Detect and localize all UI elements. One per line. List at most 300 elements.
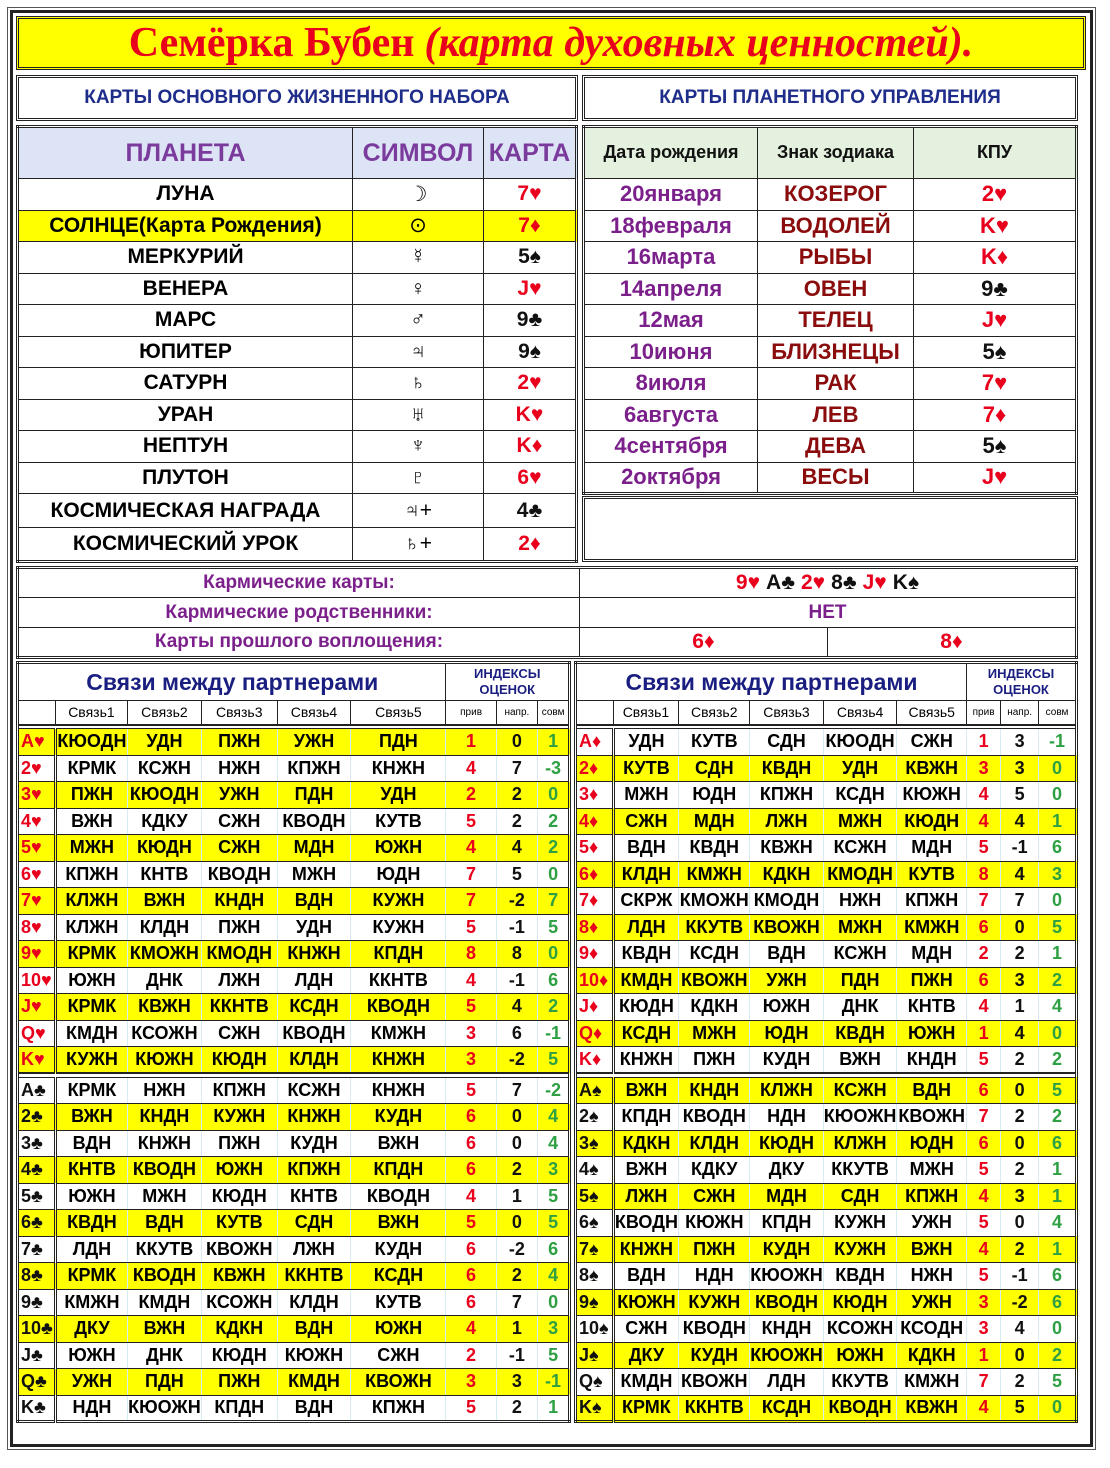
relation-row xyxy=(18,1395,570,1422)
index-attraction: 4 xyxy=(446,755,496,782)
relation-link: КЮОДН xyxy=(55,729,127,756)
relation-link: КУЖН xyxy=(351,914,446,941)
relation-row xyxy=(18,888,570,915)
index-tension: 0 xyxy=(1001,1210,1039,1237)
relation-link: КУТВ xyxy=(201,1210,277,1237)
relation-link: НДН xyxy=(679,1263,750,1290)
kpu-card: K♦ xyxy=(914,242,1077,274)
relation-link: КЮДН xyxy=(750,1130,824,1157)
index-attraction: 6 xyxy=(967,1077,1001,1104)
index-compatibility: 0 xyxy=(538,1289,570,1316)
relation-link: ПЖН xyxy=(201,1369,277,1396)
relation-link: КУДН xyxy=(351,1236,446,1263)
relation-row xyxy=(576,1104,1077,1131)
index-compatibility: 0 xyxy=(538,941,570,968)
kpu-card: J♥ xyxy=(914,462,1077,494)
relation-link: КРМК xyxy=(55,755,127,782)
index-compatibility: 4 xyxy=(1039,1210,1077,1237)
relation-link: СДН xyxy=(750,729,824,756)
relation-link: ЮЖН xyxy=(55,967,127,994)
index-attraction: 7 xyxy=(967,1104,1001,1131)
kpu-row xyxy=(584,462,1077,494)
relation-row xyxy=(576,1157,1077,1184)
planet-row xyxy=(18,242,577,274)
index-compatibility: -1 xyxy=(538,1020,570,1047)
relation-link: ВЖН xyxy=(897,1236,967,1263)
planet-card: 9♠ xyxy=(484,336,577,368)
index-attraction: 5 xyxy=(446,1395,496,1422)
index-attraction: 3 xyxy=(967,1316,1001,1343)
relation-card: J♥ xyxy=(18,994,56,1021)
relation-link: ККУТВ xyxy=(679,914,750,941)
relation-row xyxy=(18,1077,570,1104)
relation-link: СДН xyxy=(679,755,750,782)
relation-link: КМОДН xyxy=(201,941,277,968)
relation-card: 9♦ xyxy=(576,941,614,968)
relation-link: КСДН xyxy=(750,1395,824,1422)
relation-link: КЛДН xyxy=(613,861,679,888)
zodiac-sign: ДЕВА xyxy=(758,431,914,463)
section-header-planetary-rule: КАРТЫ ПЛАНЕТНОГО УПРАВЛЕНИЯ xyxy=(582,75,1078,121)
zodiac-sign: ВОДОЛЕЙ xyxy=(758,210,914,242)
relation-link: КДКУ xyxy=(127,808,201,835)
relation-row xyxy=(18,1104,570,1131)
relation-link: КНЖН xyxy=(613,1047,679,1074)
relation-link: МДН xyxy=(750,1183,824,1210)
index-tension: -1 xyxy=(496,967,538,994)
kpu-card: K♥ xyxy=(914,210,1077,242)
relation-card: J♦ xyxy=(576,994,614,1021)
relation-link: КСДН xyxy=(613,1020,679,1047)
relation-link: КВОДН xyxy=(679,1104,750,1131)
relation-row xyxy=(18,1020,570,1047)
relation-link: КЮОЖН xyxy=(127,1395,201,1422)
index-tension: 3 xyxy=(1001,755,1039,782)
index-attraction: 5 xyxy=(967,835,1001,862)
relation-link: УДН xyxy=(351,782,446,809)
index-compatibility: 6 xyxy=(538,967,570,994)
relation-link: КЮОДН xyxy=(127,782,201,809)
relation-link: ВЖН xyxy=(55,808,127,835)
relation-link: КВОЖН xyxy=(750,914,824,941)
relation-card: K♣ xyxy=(18,1395,56,1422)
relation-link: КУЖН xyxy=(823,1236,897,1263)
relation-row xyxy=(576,1369,1077,1396)
relation-card: 4♣ xyxy=(18,1157,56,1184)
birth-date: 8июля xyxy=(584,368,758,400)
index-compatibility: 0 xyxy=(538,782,570,809)
relation-link: КМЖН xyxy=(679,861,750,888)
relation-card: 5♠ xyxy=(576,1183,614,1210)
relation-link: КВОДН xyxy=(613,1210,679,1237)
relation-card: 10♣ xyxy=(18,1316,56,1343)
relation-link: КВОДН xyxy=(127,1263,201,1290)
planet-name: МАРС xyxy=(18,305,353,337)
relation-link: КПДН xyxy=(750,1210,824,1237)
past-life-card-1: 6♦ xyxy=(580,628,828,658)
relation-link: УЖН xyxy=(750,967,824,994)
relation-link: ЮЖН xyxy=(55,1342,127,1369)
relation-link: ВЖН xyxy=(351,1130,446,1157)
relation-link: КВЖН xyxy=(897,755,967,782)
index-compatibility: 0 xyxy=(1039,888,1077,915)
planet-symbol-icon: ♄ xyxy=(353,368,484,400)
relation-link: УЖН xyxy=(897,1289,967,1316)
relation-link: КСДН xyxy=(679,941,750,968)
index-attraction: 1 xyxy=(967,1020,1001,1047)
relation-link: КСОЖН xyxy=(201,1289,277,1316)
relation-row xyxy=(576,835,1077,862)
relation-card: 8♥ xyxy=(18,914,56,941)
relation-link: ПЖН xyxy=(897,967,967,994)
relation-link: ПЖН xyxy=(201,1130,277,1157)
planet-name: КОСМИЧЕСКИЙ УРОК xyxy=(18,528,353,562)
relation-link: ЮЖН xyxy=(351,1316,446,1343)
relation-card: Q♣ xyxy=(18,1369,56,1396)
relation-link: СДН xyxy=(277,1210,351,1237)
planet-row xyxy=(18,431,577,463)
relation-link: КЛЖН xyxy=(55,888,127,915)
index-attraction: 5 xyxy=(967,1047,1001,1074)
planet-row xyxy=(18,273,577,305)
relation-link: КВОЖН xyxy=(351,1369,446,1396)
relation-link: ДКУ xyxy=(55,1316,127,1343)
index-compatibility: 1 xyxy=(538,729,570,756)
relation-link: КНЖН xyxy=(613,1236,679,1263)
relation-link: ЮЖН xyxy=(823,1342,897,1369)
planet-row xyxy=(18,305,577,337)
relation-card: 7♥ xyxy=(18,888,56,915)
relation-link: КВОЖН xyxy=(201,1236,277,1263)
index-tension: -1 xyxy=(1001,1263,1039,1290)
relation-row xyxy=(18,729,570,756)
relation-link: КВДН xyxy=(750,755,824,782)
relation-card: Q♦ xyxy=(576,1020,614,1047)
planet-name: ВЕНЕРА xyxy=(18,273,353,305)
relation-link: КМДН xyxy=(127,1289,201,1316)
relation-link: КВДН xyxy=(823,1263,897,1290)
index-tension: 8 xyxy=(496,941,538,968)
relations-table-left xyxy=(16,661,571,1423)
relation-card: 2♣ xyxy=(18,1104,56,1131)
relation-link: ЮДН xyxy=(750,1020,824,1047)
kpu-row xyxy=(584,431,1077,463)
relation-link: КРМК xyxy=(55,994,127,1021)
relation-card: A♦ xyxy=(576,729,614,756)
index-tension: 2 xyxy=(1001,1047,1039,1074)
relation-card: 2♠ xyxy=(576,1104,614,1131)
index-attraction: 5 xyxy=(967,1263,1001,1290)
relation-link: КДКН xyxy=(750,861,824,888)
relation-link: КВОДН xyxy=(351,1183,446,1210)
relation-link: ВДН xyxy=(613,835,679,862)
planet-symbol-icon: ♂ xyxy=(353,305,484,337)
kpu-row xyxy=(584,210,1077,242)
relation-link: КПЖН xyxy=(277,1157,351,1184)
relation-link: ВДН xyxy=(277,1316,351,1343)
relation-link: КМДН xyxy=(613,967,679,994)
index-tension: 2 xyxy=(1001,1369,1039,1396)
relation-row xyxy=(576,755,1077,782)
index-attraction: 4 xyxy=(446,835,496,862)
birth-date: 10июня xyxy=(584,336,758,368)
relation-link: ВЖН xyxy=(55,1104,127,1131)
index-compatibility: 3 xyxy=(538,1157,570,1184)
relation-card: 8♠ xyxy=(576,1263,614,1290)
relation-row xyxy=(576,914,1077,941)
column-header: Связь2 xyxy=(127,701,201,725)
relation-link: ПЖН xyxy=(679,1236,750,1263)
relation-link: ВДН xyxy=(613,1263,679,1290)
relation-link: КНЖН xyxy=(351,1077,446,1104)
index-tension: -1 xyxy=(1001,835,1039,862)
column-header: напр. xyxy=(496,701,538,725)
relation-row xyxy=(18,1210,570,1237)
kpu-row xyxy=(584,399,1077,431)
index-attraction: 8 xyxy=(967,861,1001,888)
index-tension: 5 xyxy=(1001,1395,1039,1422)
kpu-card: J♥ xyxy=(914,305,1077,337)
relation-link: КУДН xyxy=(750,1236,824,1263)
relation-link: МДН xyxy=(277,835,351,862)
karmic-card: J♥ xyxy=(862,571,887,594)
index-compatibility: 5 xyxy=(538,1210,570,1237)
planet-name: СОЛНЦЕ(Карта Рождения) xyxy=(18,210,353,242)
relation-link: ВДН xyxy=(897,1077,967,1104)
index-compatibility: 7 xyxy=(538,888,570,915)
relation-link: МЖН xyxy=(127,1183,201,1210)
index-compatibility: -2 xyxy=(538,1077,570,1104)
kpu-card: 2♥ xyxy=(914,179,1077,211)
relation-row xyxy=(18,755,570,782)
relation-link: КЮЖН xyxy=(897,782,967,809)
planet-card: 9♣ xyxy=(484,305,577,337)
relation-link: КПЖН xyxy=(897,1183,967,1210)
relation-row xyxy=(576,729,1077,756)
index-tension: 5 xyxy=(496,861,538,888)
index-attraction: 4 xyxy=(446,967,496,994)
index-attraction: 6 xyxy=(446,1104,496,1131)
index-attraction: 1 xyxy=(446,729,496,756)
relation-link: КЛЖН xyxy=(823,1130,897,1157)
relation-link: СЖН xyxy=(351,1342,446,1369)
planet-row xyxy=(18,462,577,494)
relation-link: МДН xyxy=(679,808,750,835)
relation-row xyxy=(576,1210,1077,1237)
relation-card: 8♣ xyxy=(18,1263,56,1290)
relation-link: КВОДН xyxy=(679,1316,750,1343)
relation-link: НДН xyxy=(750,1104,824,1131)
index-attraction: 5 xyxy=(967,1210,1001,1237)
relation-card: 2♥ xyxy=(18,755,56,782)
relation-link: КСОДН xyxy=(897,1316,967,1343)
relation-card: 3♦ xyxy=(576,782,614,809)
relation-card: 5♣ xyxy=(18,1183,56,1210)
relation-link: КПДН xyxy=(201,1395,277,1422)
relation-row xyxy=(576,1077,1077,1104)
index-tension: 4 xyxy=(496,994,538,1021)
index-tension: 3 xyxy=(1001,967,1039,994)
relation-link: МЖН xyxy=(55,835,127,862)
planet-name: УРАН xyxy=(18,399,353,431)
relation-link: КДКН xyxy=(897,1342,967,1369)
index-compatibility: -3 xyxy=(538,755,570,782)
relation-card: 7♣ xyxy=(18,1236,56,1263)
relation-link: КУТВ xyxy=(613,755,679,782)
relation-link: КНДН xyxy=(127,1104,201,1131)
relation-link: КНЖН xyxy=(277,1104,351,1131)
relation-card: 6♥ xyxy=(18,861,56,888)
relation-link: КЛДН xyxy=(277,1289,351,1316)
relation-link: ЮЖН xyxy=(351,835,446,862)
relation-card: J♣ xyxy=(18,1342,56,1369)
relation-link: КЛДН xyxy=(127,914,201,941)
relation-link: КМДН xyxy=(55,1020,127,1047)
index-compatibility: 5 xyxy=(538,1047,570,1074)
relation-row xyxy=(18,1047,570,1074)
relation-link: КВОЖН xyxy=(679,967,750,994)
index-compatibility: 0 xyxy=(1039,782,1077,809)
relation-link: ДКУ xyxy=(750,1157,824,1184)
relation-link: КДКН xyxy=(679,994,750,1021)
birth-date: 14апреля xyxy=(584,273,758,305)
relation-link: ПЖН xyxy=(201,729,277,756)
planet-symbol-icon: ♇ xyxy=(353,462,484,494)
relation-link: ВДН xyxy=(750,941,824,968)
relation-link: КСДН xyxy=(823,782,897,809)
relation-row xyxy=(18,808,570,835)
planet-table xyxy=(16,125,578,563)
karmic-card: 8♣ xyxy=(831,571,857,594)
relation-row xyxy=(576,994,1077,1021)
index-tension: 0 xyxy=(496,729,538,756)
relation-link: КРМК xyxy=(55,1263,127,1290)
index-attraction: 5 xyxy=(446,1210,496,1237)
relation-link: УДН xyxy=(613,729,679,756)
relation-link: КУДН xyxy=(750,1047,824,1074)
relation-link: КНДН xyxy=(897,1047,967,1074)
index-title-line2: ОЦЕНОК xyxy=(479,682,536,697)
index-compatibility: 1 xyxy=(1039,941,1077,968)
header-symbol: СИМВОЛ xyxy=(353,127,484,179)
planet-symbol-icon: ♃+ xyxy=(353,494,484,528)
relation-row xyxy=(18,835,570,862)
index-attraction: 3 xyxy=(967,755,1001,782)
relation-card: 6♦ xyxy=(576,861,614,888)
index-tension: 0 xyxy=(1001,1077,1039,1104)
karmic-cards xyxy=(580,568,1077,598)
relation-card: 3♣ xyxy=(18,1130,56,1157)
relation-link: УДН xyxy=(823,755,897,782)
relation-link: КУДН xyxy=(351,1104,446,1131)
index-tension: 4 xyxy=(1001,1316,1039,1343)
relation-link: КВЖН xyxy=(897,1395,967,1422)
header-kpu: КПУ xyxy=(914,127,1077,179)
index-compatibility: 5 xyxy=(538,1342,570,1369)
relation-card: A♣ xyxy=(18,1077,56,1104)
relation-row xyxy=(576,1289,1077,1316)
relation-link: ВЖН xyxy=(823,1047,897,1074)
zodiac-sign: БЛИЗНЕЦЫ xyxy=(758,336,914,368)
header-planet: ПЛАНЕТА xyxy=(18,127,353,179)
relation-row xyxy=(18,861,570,888)
birth-date: 16марта xyxy=(584,242,758,274)
index-attraction: 6 xyxy=(967,967,1001,994)
relation-link: КПЖН xyxy=(277,755,351,782)
index-compatibility: 6 xyxy=(1039,1263,1077,1290)
index-compatibility: 6 xyxy=(1039,1289,1077,1316)
kpu-card: 9♣ xyxy=(914,273,1077,305)
relation-link: КМОДН xyxy=(823,861,897,888)
relation-link: КСЖН xyxy=(127,755,201,782)
index-tension: 0 xyxy=(496,1130,538,1157)
relation-link: ККНТВ xyxy=(351,967,446,994)
relation-link: КНТВ xyxy=(127,861,201,888)
relation-row xyxy=(18,967,570,994)
planet-symbol-icon: ⊙ xyxy=(353,210,484,242)
relation-link: КВДН xyxy=(613,941,679,968)
index-tension: 4 xyxy=(496,835,538,862)
planet-name: МЕРКУРИЙ xyxy=(18,242,353,274)
relations-title: Связи между партнерами xyxy=(576,663,967,701)
index-attraction: 4 xyxy=(967,1395,1001,1422)
kpu-card: 5♠ xyxy=(914,431,1077,463)
index-attraction: 4 xyxy=(446,1183,496,1210)
relation-row xyxy=(576,808,1077,835)
relation-link: КПЖН xyxy=(750,782,824,809)
relation-link: КЮДН xyxy=(201,1183,277,1210)
relation-link: КЮОДН xyxy=(823,729,897,756)
index-tension: 7 xyxy=(1001,888,1039,915)
relation-link: КУЖН xyxy=(823,1210,897,1237)
index-tension: 1 xyxy=(1001,994,1039,1021)
karmic-cards-label: Кармические карты: xyxy=(18,568,580,598)
relation-card: 5♦ xyxy=(576,835,614,862)
relation-link: КЮДН xyxy=(823,1289,897,1316)
relation-link: УЖН xyxy=(277,729,351,756)
index-compatibility: 2 xyxy=(538,808,570,835)
index-tension: 2 xyxy=(496,782,538,809)
index-tension: 6 xyxy=(496,1020,538,1047)
index-attraction: 3 xyxy=(446,1369,496,1396)
index-title-line2: ОЦЕНОК xyxy=(993,682,1049,697)
relation-row xyxy=(576,1342,1077,1369)
birth-date: 4сентября xyxy=(584,431,758,463)
index-tension: 4 xyxy=(1001,1020,1039,1047)
relation-row xyxy=(576,1236,1077,1263)
index-compatibility: 1 xyxy=(538,1395,570,1422)
relation-link: КУТВ xyxy=(351,1289,446,1316)
zodiac-sign: КОЗЕРОГ xyxy=(758,179,914,211)
karmic-card: 9♥ xyxy=(735,571,761,594)
relation-link: КЮДН xyxy=(201,1342,277,1369)
zodiac-sign: ЛЕВ xyxy=(758,399,914,431)
relation-link: ККНТВ xyxy=(679,1395,750,1422)
relation-link: КСЖН xyxy=(823,835,897,862)
relation-card: 5♥ xyxy=(18,835,56,862)
relation-card: K♦ xyxy=(576,1047,614,1074)
column-header: совм xyxy=(1039,701,1077,725)
relation-link: КУТВ xyxy=(897,861,967,888)
relation-row xyxy=(18,1263,570,1290)
relation-link: НЖН xyxy=(201,755,277,782)
relation-link: НЖН xyxy=(823,888,897,915)
relation-row xyxy=(18,1342,570,1369)
relation-card: 6♣ xyxy=(18,1210,56,1237)
index-compatibility: 4 xyxy=(538,1130,570,1157)
relation-link: МДН xyxy=(897,941,967,968)
index-tension: 2 xyxy=(1001,1157,1039,1184)
